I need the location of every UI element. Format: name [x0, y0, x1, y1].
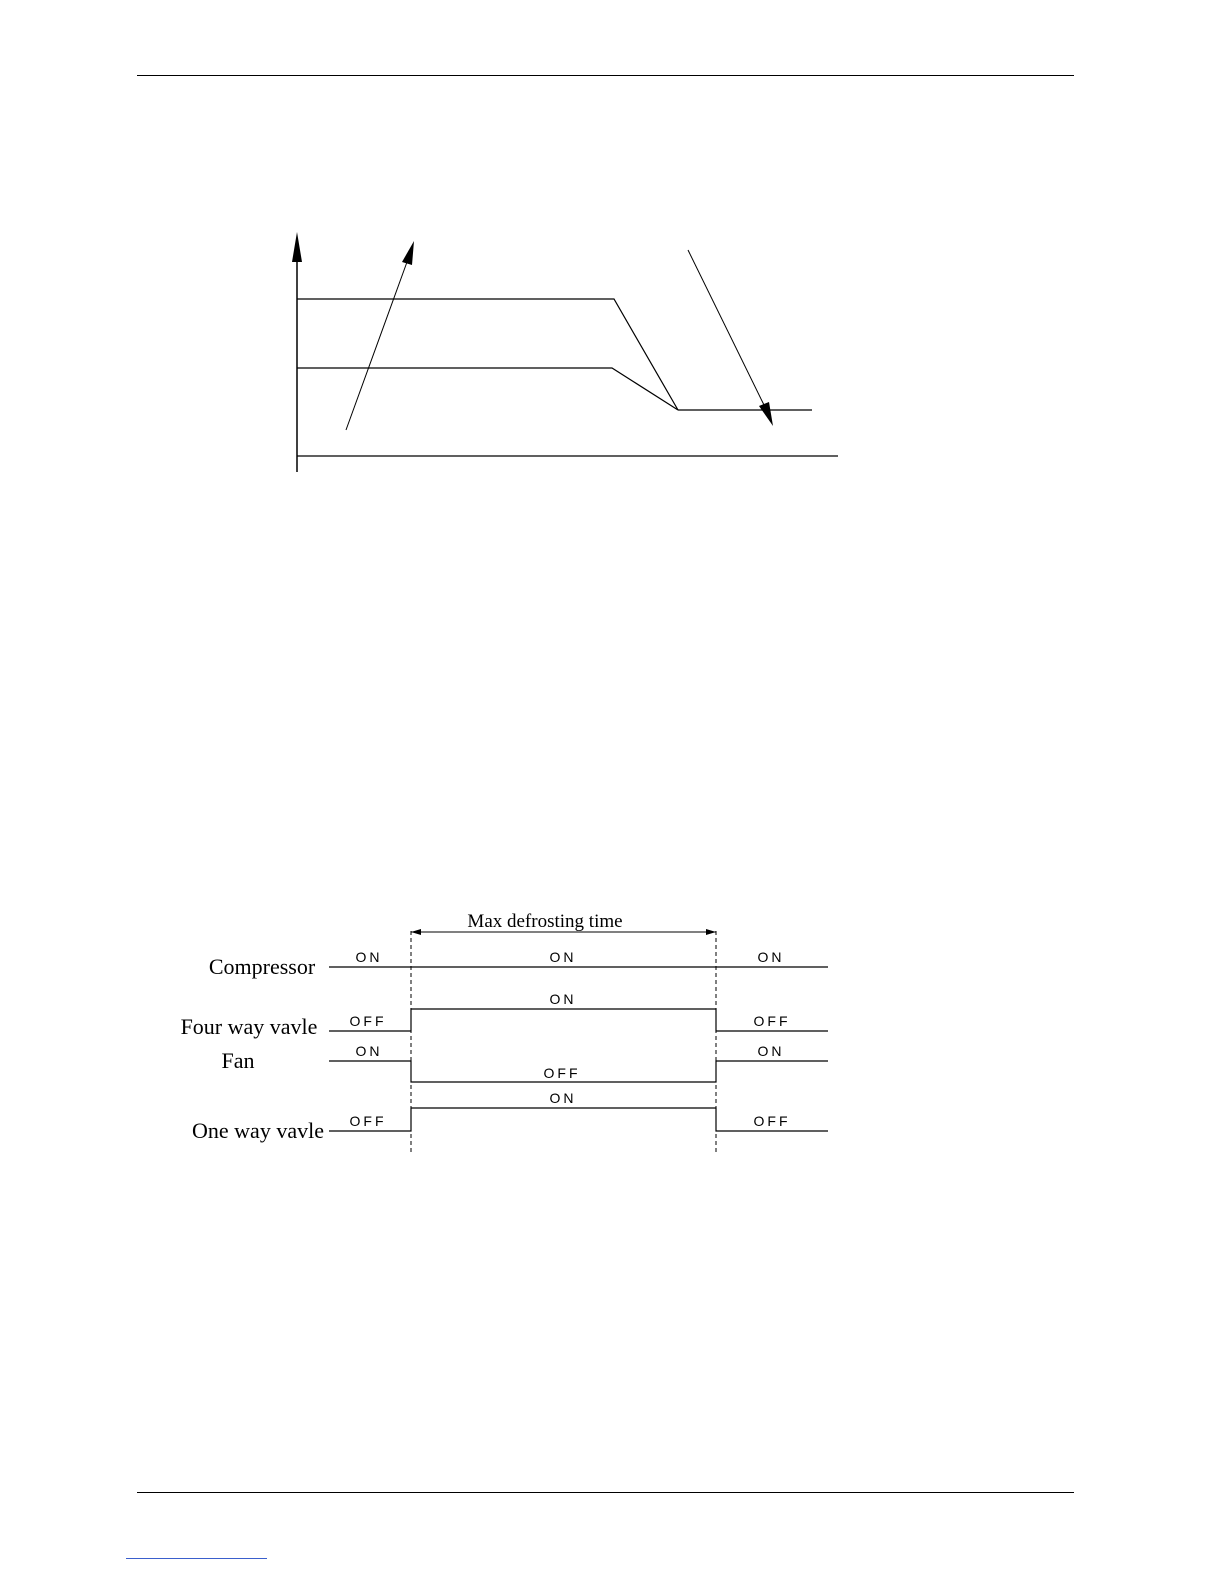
fan-state-after: ON [757, 1043, 785, 1059]
compressor-state-after: ON [757, 949, 785, 965]
row-label-one-way-valve: One way vavle [192, 1118, 324, 1143]
one-way-valve-state-during: ON [549, 1090, 577, 1106]
fan-state-before: ON [355, 1043, 383, 1059]
max-defrost-title: Max defrosting time [467, 911, 623, 932]
four-way-valve-state-during: ON [549, 991, 577, 1007]
compressor-state-during: ON [549, 949, 577, 965]
row-label-compressor: Compressor [208, 954, 316, 979]
four-way-valve-state-after: OFF [753, 1013, 791, 1029]
compressor-state-before: ON [355, 949, 383, 965]
four-way-valve-state-before: OFF [349, 1013, 387, 1029]
row-label-four-way-valve: Four way vavle [180, 1014, 318, 1039]
dimension-arrow-left-icon [411, 929, 421, 935]
dimension-arrow-right-icon [706, 929, 716, 935]
fan-state-during: OFF [543, 1065, 581, 1081]
one-way-valve-state-after: OFF [753, 1113, 791, 1129]
row-label-fan: Fan [221, 1048, 255, 1073]
one-way-valve-state-before: OFF [349, 1113, 387, 1129]
